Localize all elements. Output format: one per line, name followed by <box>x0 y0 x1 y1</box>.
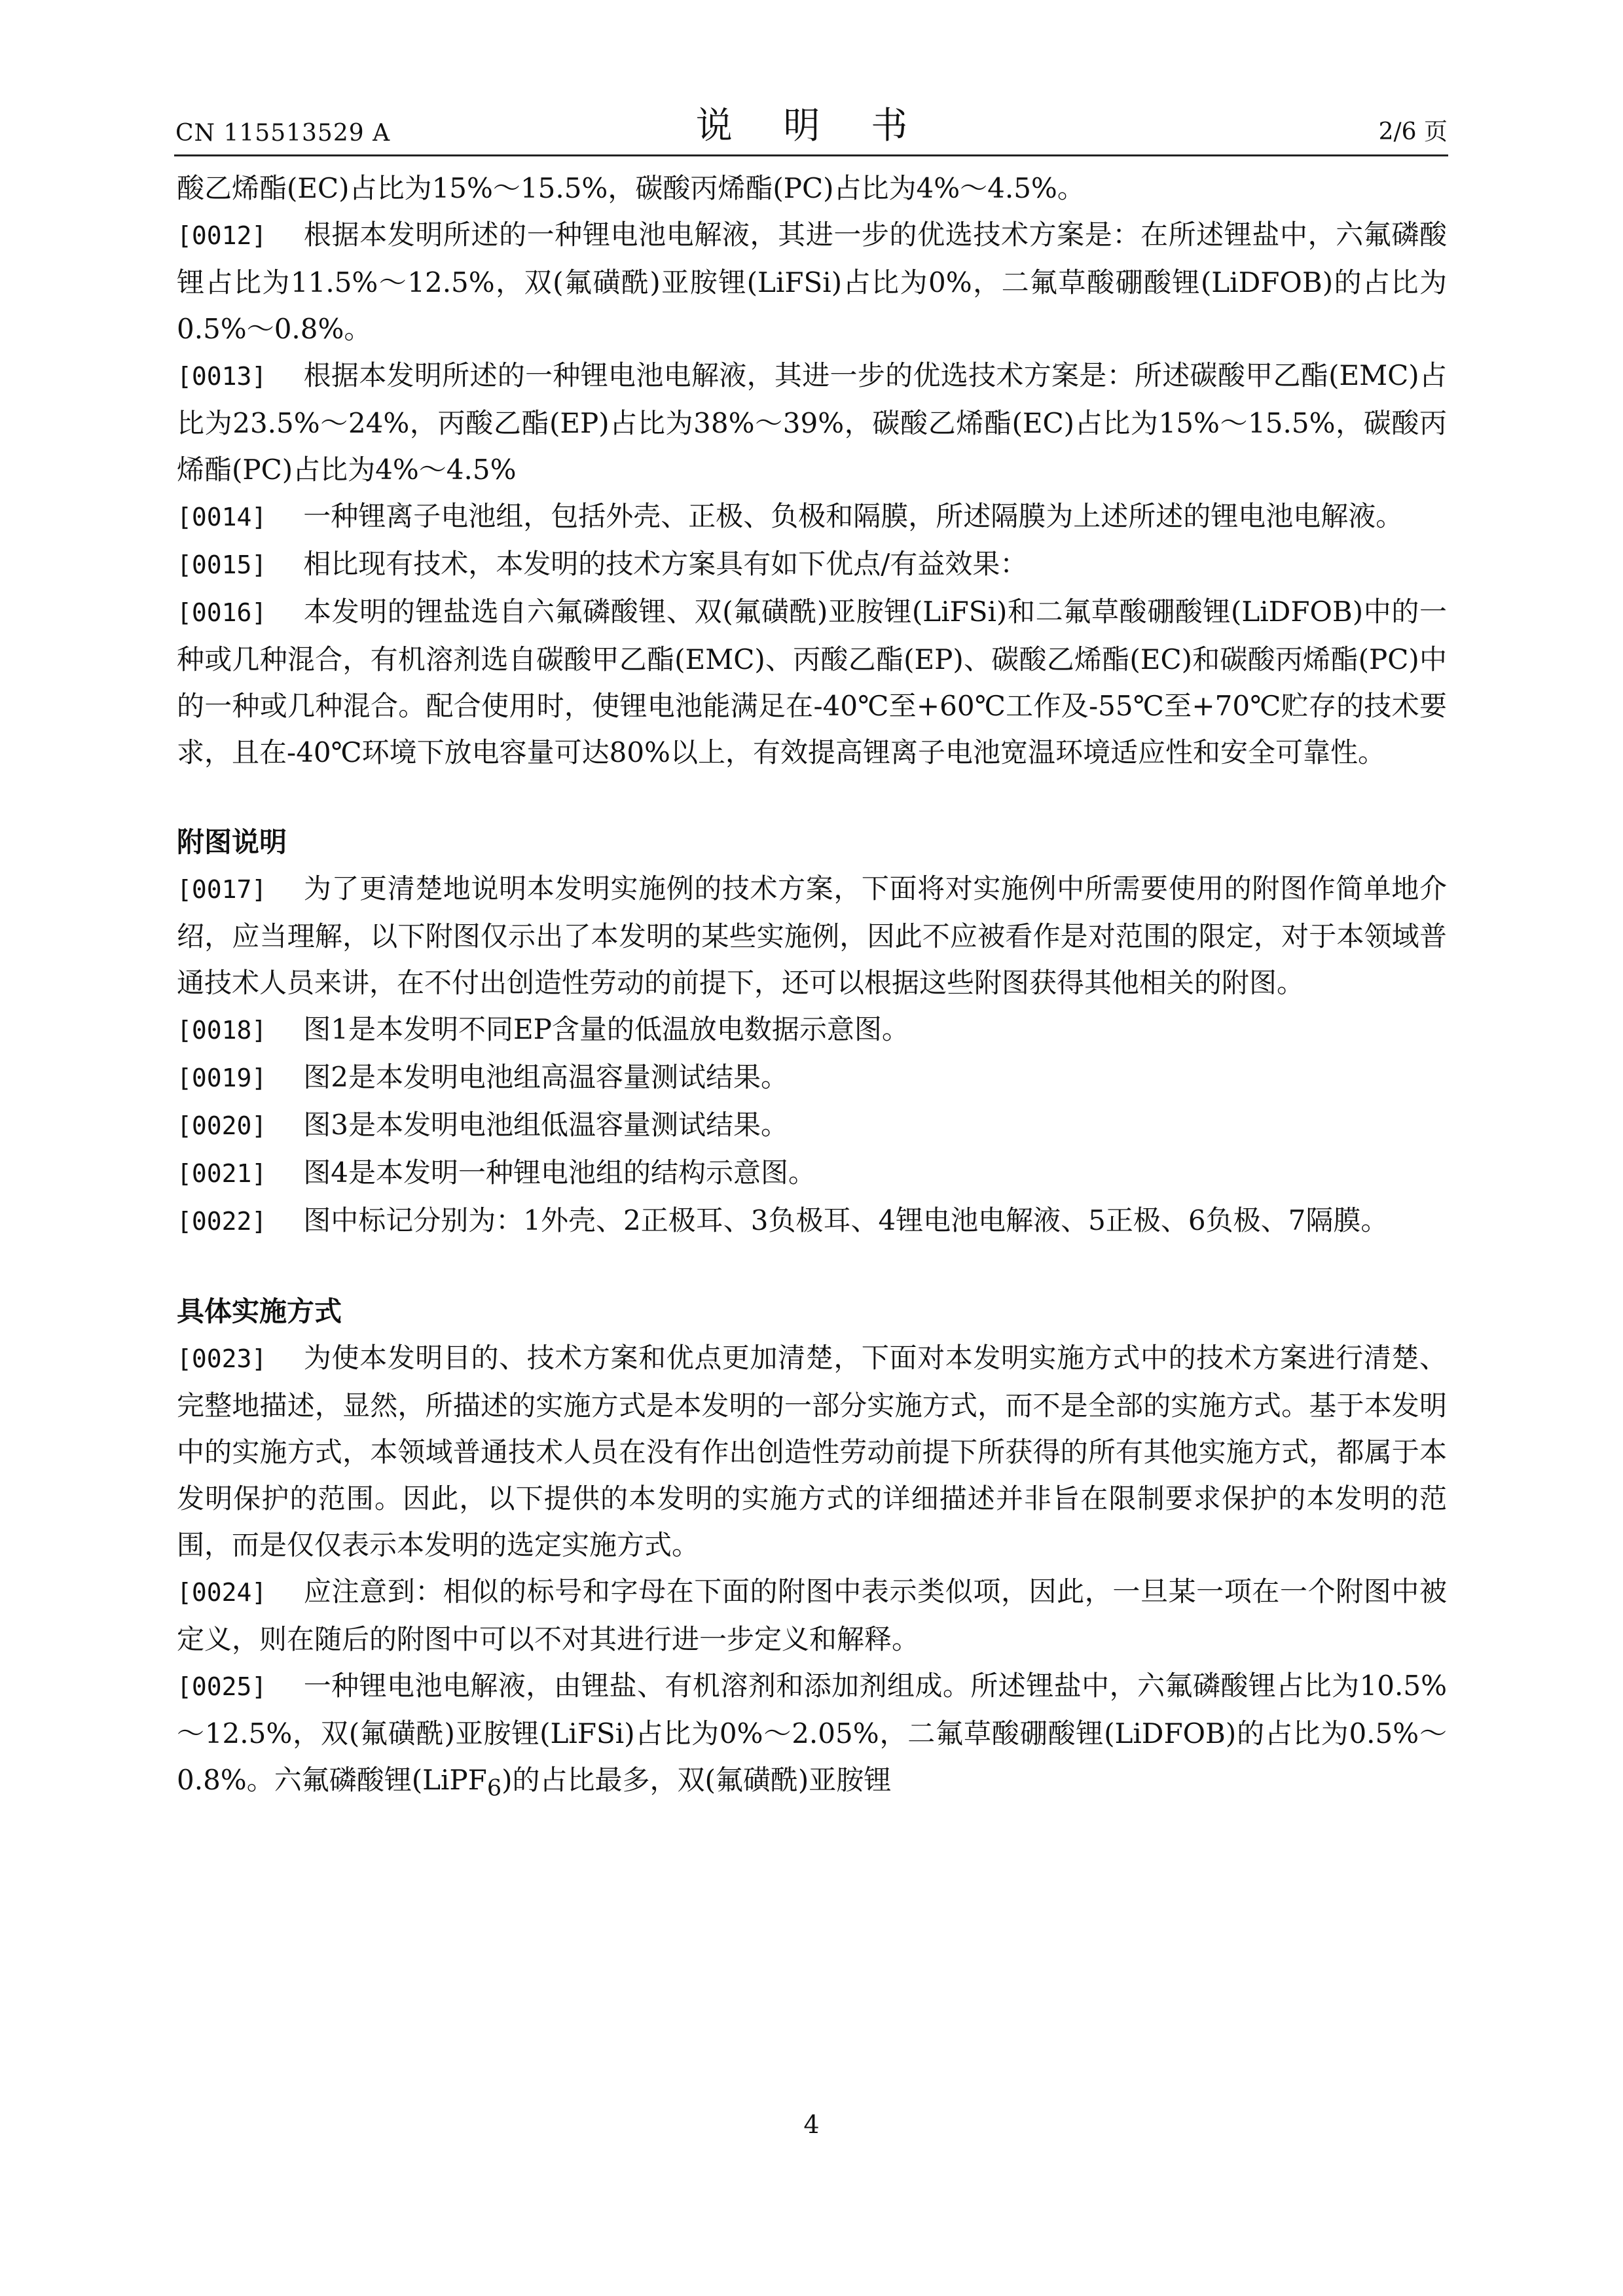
page-header <box>175 99 1448 152</box>
paragraph-number: [0017] <box>177 875 267 904</box>
document-body <box>177 165 1447 1812</box>
paragraph-0013 <box>177 352 1447 493</box>
header-divider <box>174 154 1448 156</box>
paragraph-0015 <box>177 541 1447 588</box>
paragraph-0021 <box>177 1149 1447 1197</box>
section-spacer <box>177 1245 1447 1288</box>
paragraph-number: [0022] <box>177 1207 267 1236</box>
paragraph-0012 <box>177 211 1447 352</box>
paragraph-text: 应注意到：相似的标号和字母在下面的附图中表示类似项，因此，一旦某一项在一个附图中被定义，则在随后的附图中可以不对其进行进一步定义和解释。 <box>177 1575 1447 1655</box>
paragraph-0025 <box>177 1662 1447 1812</box>
paragraph-text: 一种锂电池电解液，由锂盐、有机溶剂和添加剂组成。所述锂盐中，六氟磷酸锂占比为10.5%～12.5%，双(氟磺酰)亚胺锂(LiFSi)占比为0%～2.05%，二氟草酸硼酸锂(LiDFOB)的占比为0.5%～0.8%。六氟磷酸锂(LiPF <box>177 1670 1447 1796</box>
paragraph-text: 图中标记分别为：1外壳、2正极耳、3负极耳、4锂电池电解液、5正极、6负极、7隔膜。 <box>303 1204 1389 1236</box>
section-heading-embodiments: 具体实施方式 <box>177 1295 342 1327</box>
paragraph-text: 图1是本发明不同EP含量的低温放电数据示意图。 <box>303 1013 909 1045</box>
paragraph-text: 图2是本发明电池组高温容量测试结果。 <box>303 1061 789 1093</box>
paragraph-number: [0016] <box>177 598 267 627</box>
paragraph-text: 根据本发明所述的一种锂电池电解液，其进一步的优选技术方案是：在所述锂盐中，六氟磷酸锂占比为11.5%～12.5%，双(氟磺酰)亚胺锂(LiFSi)占比为0%，二氟草酸硼酸锂(LiDFOB)的占比为0.5%～0.8%。 <box>177 219 1447 345</box>
paragraph-text: 图4是本发明一种锂电池组的结构示意图。 <box>303 1157 816 1189</box>
document-title: 说 明 书 <box>695 105 928 147</box>
paragraph-text: 酸乙烯酯(EC)占比为15%～15.5%，碳酸丙烯酯(PC)占比为4%～4.5%。 <box>177 172 1085 204</box>
paragraph-continued <box>177 165 1447 211</box>
paragraph-0018 <box>177 1006 1447 1054</box>
paragraph-0023 <box>177 1335 1447 1568</box>
paragraph-0020 <box>177 1102 1447 1149</box>
paragraph-number: [0023] <box>177 1344 267 1373</box>
paragraph-text: 本发明的锂盐选自六氟磷酸锂、双(氟磺酰)亚胺锂(LiFSi)和二氟草酸硼酸锂(LiDFOB)中的一种或几种混合，有机溶剂选自碳酸甲乙酯(EMC)、丙酸乙酯(EP)、碳酸乙烯酯(EC)和碳酸丙烯酯(PC)中的一种或几种混合。配合使用时，使锂电池能满足在-40℃至+60℃工作及-55℃至+70℃贮存的技术要求，且在-40℃环境下放电容量可达80%以上，有效提高锂离子电池宽温环境适应性和安全可靠性。 <box>177 596 1447 768</box>
section-heading-drawings: 附图说明 <box>177 826 287 858</box>
page-indicator: 2/6 页 <box>1378 118 1448 145</box>
paragraph-number: [0014] <box>177 503 267 531</box>
paragraph-text: 为使本发明目的、技术方案和优点更加清楚，下面对本发明实施方式中的技术方案进行清楚、完整地描述，显然，所描述的实施方式是本发明的一部分实施方式，而不是全部的实施方式。基于本发明中的实施方式，本领域普通技术人员在没有作出创造性劳动前提下所获得的所有其他实施方式，都属于本发明保护的范围。因此，以下提供的本发明的实施方式的详细描述并非旨在限制要求保护的本发明的范围，而是仅仅表示本发明的选定实施方式。 <box>177 1342 1447 1561</box>
paragraph-number: [0012] <box>177 221 267 250</box>
paragraph-number: [0024] <box>177 1578 267 1607</box>
paragraph-0016 <box>177 588 1447 776</box>
paragraph-number: [0013] <box>177 362 267 391</box>
paragraph-0017 <box>177 865 1447 1006</box>
paragraph-number: [0018] <box>177 1016 267 1045</box>
page-number: 4 <box>803 2110 820 2139</box>
paragraph-text: 为了更清楚地说明本发明实施例的技术方案，下面将对实施例中所需要使用的附图作简单地介绍，应当理解，以下附图仅示出了本发明的某些实施例，因此不应被看作是对范围的限定，对于本领域普通技术人员来讲，在不付出创造性劳动的前提下，还可以根据这些附图获得其他相关的附图。 <box>177 872 1447 999</box>
section-spacer <box>177 776 1447 819</box>
paragraph-text: 根据本发明所述的一种锂电池电解液，其进一步的优选技术方案是：所述碳酸甲乙酯(EMC)占比为23.5%～24%，丙酸乙酯(EP)占比为38%～39%，碳酸乙烯酯(EC)占比为15%～15.5%，碳酸丙烯酯(PC)占比为4%～4.5% <box>177 359 1447 486</box>
paragraph-text: 相比现有技术，本发明的技术方案具有如下优点/有益效果： <box>303 548 1028 580</box>
paragraph-0024 <box>177 1568 1447 1662</box>
subscript: 6 <box>486 1775 502 1802</box>
paragraph-number: [0015] <box>177 550 267 579</box>
paragraph-text: )的占比最多，双(氟磺酰)亚胺锂 <box>501 1764 892 1796</box>
paragraph-number: [0021] <box>177 1159 267 1188</box>
paragraph-0022 <box>177 1197 1447 1245</box>
paragraph-number: [0025] <box>177 1672 267 1701</box>
paragraph-text: 一种锂离子电池组，包括外壳、正极、负极和隔膜，所述隔膜为上述所述的锂电池电解液。 <box>303 500 1404 532</box>
paragraph-0019 <box>177 1054 1447 1102</box>
document-number: CN 115513529 A <box>175 120 391 147</box>
paragraph-number: [0020] <box>177 1111 267 1140</box>
paragraph-text: 图3是本发明电池组低温容量测试结果。 <box>303 1109 789 1141</box>
paragraph-0014 <box>177 493 1447 541</box>
paragraph-number: [0019] <box>177 1064 267 1092</box>
